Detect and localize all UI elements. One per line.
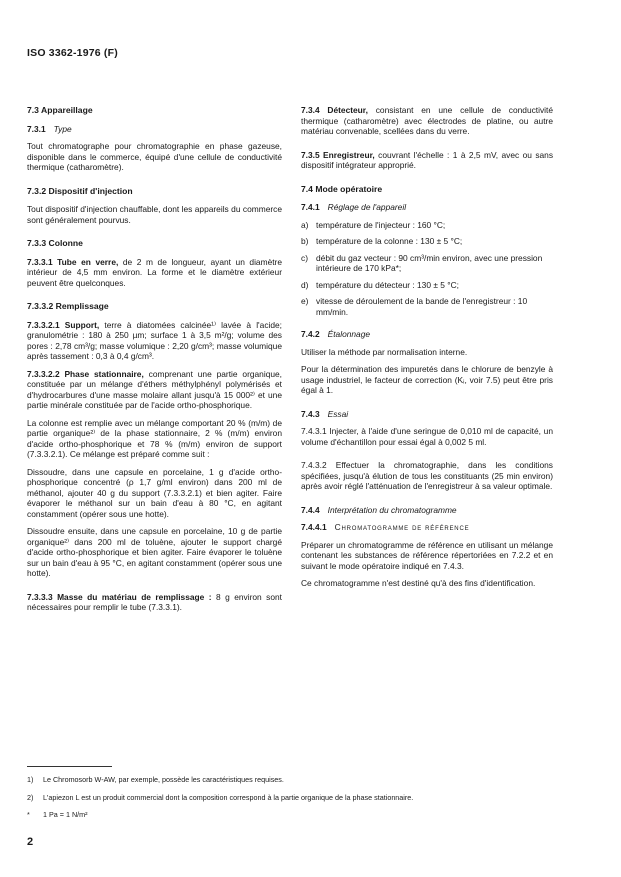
section-7-3-3-2-heading: 7.3.3.2 Remplissage xyxy=(27,301,109,311)
section-7-3-5-text: 7.3.5 Enregistreur, couvrant l'échelle : 1 à 2,5 mV, avec ou sans dispositif intégrateur approprié. xyxy=(301,149,554,170)
section-7-4-3-heading: 7.4.3 Essai xyxy=(301,408,349,419)
paragraph-ce-chromatogramme: Ce chromatogramme n'est destiné qu'à des fins d'identification. xyxy=(301,578,536,588)
left-column xyxy=(27,105,282,620)
list-item: e) vitesse de déroulement de la bande de l'enregistreur : 10 mm/min. xyxy=(301,296,528,317)
footnote-3: * 1 Pa = 1 N/m² xyxy=(27,810,88,819)
paragraph-preparer: Préparer un chromatogramme de référence en utilisant un mélange contenant les substances de référence répertoriées en 7.2.2 et en suivant le mode opératoire indiqué en 7.4.3. xyxy=(301,539,553,571)
section-7-3-heading: 7.3 Appareillage xyxy=(27,105,93,115)
section-7-4-1-heading: 7.4.1 Réglage de l'appareil xyxy=(301,202,407,212)
section-7-4-4-1-heading: 7.4.4.1 Chromatogramme de référence xyxy=(301,522,470,532)
footnote-2: 2) L'apiezon L est un produit commercial dont la composition correspond à la partie organique de la phase stationnaire. xyxy=(27,793,414,802)
section-7-4-4-heading: 7.4.4 Interprétation du chromatogramme xyxy=(301,504,457,515)
section-7-3-4-text: 7.3.4 Détecteur, consistant en une cellule de conductivité thermique (catharomètre) avec électrodes de platine, ou autre matériau convenable, scellées dans du verre. xyxy=(301,105,554,136)
paragraph-etalonnage-1: Utiliser la méthode par normalisation interne. xyxy=(301,346,468,357)
section-7-3-3-3-text: 7.3.3.3 Masse du matériau de remplissage : 8 g environ sont nécessaires pour remplir le tube (7.3.3.1). xyxy=(27,591,282,612)
section-7-3-2-text: Tout dispositif d'injection chauffable, dont les appareils du commerce sont généralement pourvus. xyxy=(27,204,282,225)
paragraph-etalonnage-2: Pour la détermination des impuretés dans le chlorure de benzyle à usage industriel, le facteur de correction (Kᵢ, voir 7.5) peut être pris égal à 1. xyxy=(301,364,553,395)
paragraph-7-4-3-1: 7.4.3.1 Injecter, à l'aide d'une seringue de 0,010 ml de capacité, un volume d'échantillon pour essai égal à 0,002 5 ml. xyxy=(301,426,553,447)
section-7-4-heading: 7.4 Mode opératoire xyxy=(301,183,383,194)
section-7-3-1-text: Tout chromatographe pour chromatographie en phase gazeuse, disponible dans le commerce, équipé d'une cellule de conductivité thermique (catharomètre). xyxy=(27,141,282,172)
document-header: ISO 3362-1976 (F) xyxy=(27,47,118,59)
section-7-4-2-heading: 7.4.2 Étalonnage xyxy=(301,329,371,339)
list-item: d) température du détecteur : 130 ± 5 °C; xyxy=(301,279,459,290)
list-item: a) température de l'injecteur : 160 °C; xyxy=(301,219,446,230)
footnote-rule xyxy=(27,766,112,767)
paragraph-dissoudre: Dissoudre, dans une capsule en porcelaine, 1 g d'acide ortho-phosphorique concentré (ρ 1,7 g/ml environ) dans 200 ml de méthanol, ajouter 40 g du support (7.3.3.2.1) et bien agiter. Faire évaporer le méthanol sur un bain d'eau à 80 °C, en agitant constamment (opérer sous une hotte). xyxy=(27,466,282,519)
section-7-3-3-1-text: 7.3.3.1 Tube en verre, de 2 m de longueur, ayant un diamètre intérieur de 4,5 mm environ. La forme et le diamètre extérieur peuvent être quelconques. xyxy=(27,256,283,288)
paragraph-7-4-3-2: 7.4.3.2 Effectuer la chromatographie, dans les conditions spécifiées, jusqu'à élution de tous les constituants (25 min environ) après avoir réglé l'atténuation de l'enregistreur à sa valeur optimale. xyxy=(301,460,553,491)
paragraph-colonne: La colonne est remplie avec un mélange comportant 20 % (m/m) de partie organique²⁾ de la phase stationnaire, 2 % (m/m) environ d'acide ortho-phosphorique et 78 % (m/m) environ de support (7.3.3.2.1). Ce mélange est préparé comme suit : xyxy=(27,417,282,459)
section-7-3-3-2-2-text: 7.3.3.2.2 Phase stationnaire, comprenant une partie organique, constituée par un mélange d'éthers méthylphényl polymérisés et d'hydrocarbures d'une masse molaire allant jusqu'à 15 000²⁾ et une partie minérale constituée par de l'acide ortho-phosphorique. xyxy=(27,368,282,410)
right-column xyxy=(301,105,553,596)
section-7-3-2-heading: 7.3.2 Dispositif d'injection xyxy=(27,185,133,196)
list-item: c) débit du gaz vecteur : 90 cm³/min environ, avec une pression intérieure de 170 kPa*; xyxy=(301,252,543,273)
section-7-3-3-2-1-text: 7.3.3.2.1 Support, terre à diatomées calcinée¹⁾ lavée à l'acide; granulométrie : 180 à 250 µm; surface 1 à 3,5 m²/g; volume des pores : 2,78 cm³/g; masse volumique : 2,20 g/cm³; masse volumique après tassement : 0,3 à 0,4 g/cm³. xyxy=(27,319,283,361)
list-item: b) température de la colonne : 130 ± 5 °C; xyxy=(301,236,463,246)
section-7-3-3-heading: 7.3.3 Colonne xyxy=(27,238,83,248)
footnote-1: 1) Le Chromosorb W-AW, par exemple, possède les caractéristiques requises. xyxy=(27,775,284,784)
page-number: 2 xyxy=(27,836,34,848)
paragraph-dissoudre-ensuite: Dissoudre ensuite, dans une capsule en porcelaine, 10 g de partie organique²⁾ dans 200 ml de toluène, ajouter le support chargé d'acide ortho-phosphorique et bien agiter. Faire évaporer le toluène sur un bain d'eau à 95 °C, en agitant constamment (opérer sous une hotte). xyxy=(27,526,282,578)
section-7-3-1-heading: 7.3.1 Type xyxy=(27,123,72,134)
